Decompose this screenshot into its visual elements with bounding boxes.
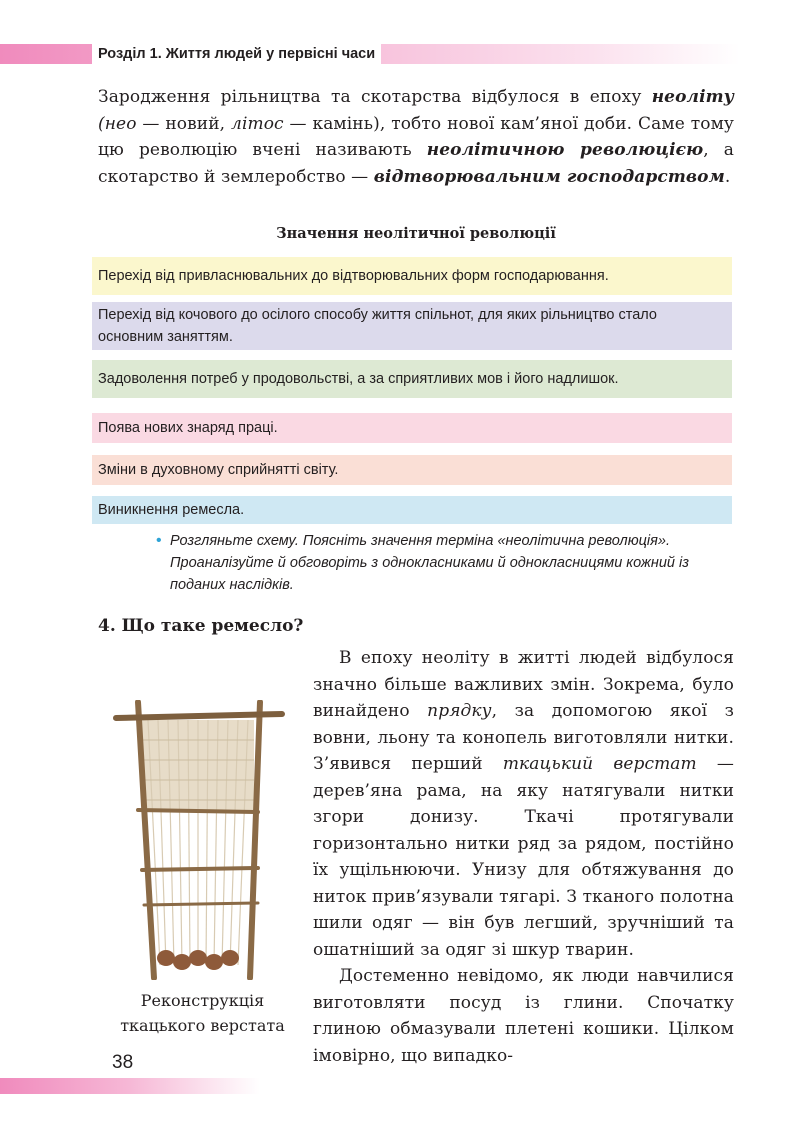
term-loom: ткацький верстат (502, 754, 697, 774)
intro-text: Зародження рільництва та скотарства відбулося в епоху (98, 87, 652, 107)
term-litos: літос (231, 113, 284, 134)
body-text: В епоху неоліту в житті людей відбулося значно більше важливих змін. Зокрема, було винайдено (313, 648, 734, 721)
scheme-item (92, 257, 732, 295)
intro-text: . (724, 166, 731, 187)
loom-cross-beam (138, 810, 258, 812)
scheme-item-text: Перехід від кочового до осілого способу життя спільнот, для яких рільництво стало основним заняттям. (98, 307, 657, 345)
term-neolithic-revolution: неолітичною революцією (426, 140, 704, 160)
scheme-item (92, 360, 732, 398)
body-text: , за допомогою якої з вовни, льону та конопель виготовляли нитки. З’явився перший (313, 701, 734, 774)
caption-line: Реконструкція (140, 991, 265, 1010)
intro-text: — камінь (283, 113, 374, 134)
term-neo: нео (104, 113, 137, 134)
section-header: Розділ 1. Життя людей у первісні часи (92, 44, 381, 64)
scheme-item (92, 302, 732, 350)
scheme-item (92, 455, 732, 485)
intro-text: , а скотарство й землеробство — (98, 140, 734, 187)
intro-paragraph (98, 84, 734, 190)
figure-caption (100, 988, 305, 1038)
bullet-icon: • (156, 532, 162, 549)
intro-text: — новий, (136, 113, 232, 134)
scheme-item-text: Зміни в духовному сприйнятті світу. (98, 462, 339, 478)
task-note (156, 530, 735, 596)
intro-text: ( (98, 113, 105, 134)
term-neolithic: неоліту (651, 87, 734, 107)
body-text: — дерев’яна рама, на яку натягували нитки згори донизу. Ткачі протягували горизонтально нитки ряд за рядом, постійно їх ущільнюючи. Унизу для обтяжування до ниток прив’язували тягарі. З тканого полотна шили одяг — він був легший, зручніший та ошатніший за одяг зі шкур тварин. (313, 754, 734, 960)
scheme-item-text: Поява нових знаряд праці. (98, 420, 278, 436)
scheme-item-text: Перехід від привласнювальних до відтворювальних форм господарювання. (98, 268, 609, 284)
term-reproductive-economy: відтворювальним господарством (373, 166, 725, 187)
scheme-item-text: Виникнення ремесла. (98, 502, 245, 518)
scheme-item (92, 413, 732, 443)
scheme-title: Значення неолітичної революції (276, 225, 556, 242)
body-text: Достеменно невідомо, як люди навчилися виготовляти посуд із глини. Спочатку глиною обмазували плетені кошики. Цілком імовірно, що випадко- (313, 966, 734, 1066)
intro-text: ), тобто нової кам’яної доби. Саме тому цю революцію вчені називають (98, 113, 734, 160)
loom-illustration (108, 700, 290, 980)
loom-cross-beam (142, 868, 258, 870)
page-number: 38 (112, 1052, 134, 1073)
task-note-text: Розгляньте схему. Поясніть значення терміна «неолітична революція». Проаналізуйте й обговоріть з однокласниками й однокласницями кожний із поданих наслідків. (170, 533, 689, 593)
term-spinning-wheel: прядку (427, 701, 492, 721)
section-heading: 4. Що таке ремесло? (98, 616, 304, 636)
loom-image (108, 700, 290, 980)
caption-line: ткацького верстата (120, 1016, 285, 1035)
scheme-item (92, 496, 732, 524)
footer-decor-bar (0, 1078, 260, 1094)
loom-weights (157, 950, 239, 970)
loom-cross-beam (144, 903, 258, 905)
scheme-item-text: Задоволення потреб у продовольстві, а за сприятливих мов і його надлишок. (98, 371, 619, 387)
loom-top-beam (116, 714, 282, 718)
